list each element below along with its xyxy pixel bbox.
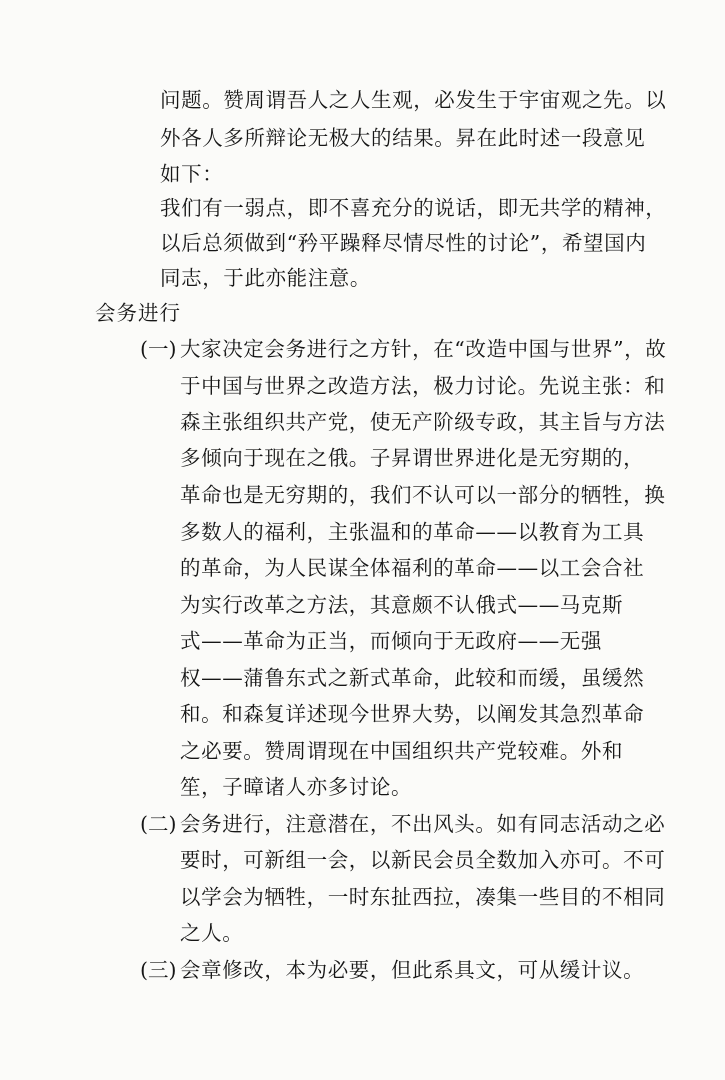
item-number: (二) [140,812,177,836]
item-line: 革命也是无穷期的，我们不认可以一部分的牺牲，换 [180,483,666,507]
item-line: 多数人的福利，主张温和的革命——以教育为工具 [180,520,645,544]
intro-line: 问题。赞周谓吾人之人生观，必发生于宇宙观之先。以 [160,88,667,112]
section-heading: 会务进行 [95,301,181,325]
item-line: 会章修改，本为必要，但此系具文，可从缓计议。 [180,958,645,982]
item-line: 以学会为牺牲，一时东扯西拉，凑集一些目的不相同 [180,885,666,909]
item-number: (一) [140,337,177,361]
item-line: 于中国与世界之改造方法，极力讨论。先说主张：和 [180,374,666,398]
item-line: 会务进行，注意潜在，不出风头。如有同志活动之必 [180,812,666,836]
item-line: 之人。 [180,921,244,945]
quote-line: 同志，于此亦能注意。 [160,266,371,290]
item-line: 为实行改革之方法，其意颇不认俄式——马克斯 [180,593,624,617]
intro-line: 外各人多所辩论无极大的结果。昇在此时述一段意见 [160,126,646,150]
item-line: 和。和森复详述现今世界大势，以阐发其急烈革命 [180,702,645,726]
item-line: 多倾向于现在之俄。子昇谓世界进化是无穷期的， [180,446,645,470]
item-line: 的革命，为人民谋全体福利的革命——以工会合社 [180,556,645,580]
item-line: 式——革命为正当，而倾向于无政府——无强 [180,629,602,653]
item-line: 大家决定会务进行之方针，在“改造中国与世界”，故 [180,337,667,361]
item-line: 要时，可新组一会，以新民会员全数加入亦可。不可 [180,848,666,872]
item-line: 权——蒲鲁东式之新式革命，此较和而缓，虽缓然 [180,666,645,690]
item-number: (三) [140,958,177,982]
item-line: 森主张组织共产党，使无产阶级专政，其主旨与方法 [180,410,666,434]
item-line: 笙，子暲诸人亦多讨论。 [180,775,413,799]
quote-line: 我们有一弱点，即不喜充分的说话，即无共学的精神， [160,196,667,220]
quote-line: 以后总须做到“矜平躁释尽情尽性的讨论”，希望国内 [160,231,647,255]
item-line: 之必要。赞周谓现在中国组织共产党较难。外和 [180,739,624,763]
intro-line: 如下： [160,162,224,186]
